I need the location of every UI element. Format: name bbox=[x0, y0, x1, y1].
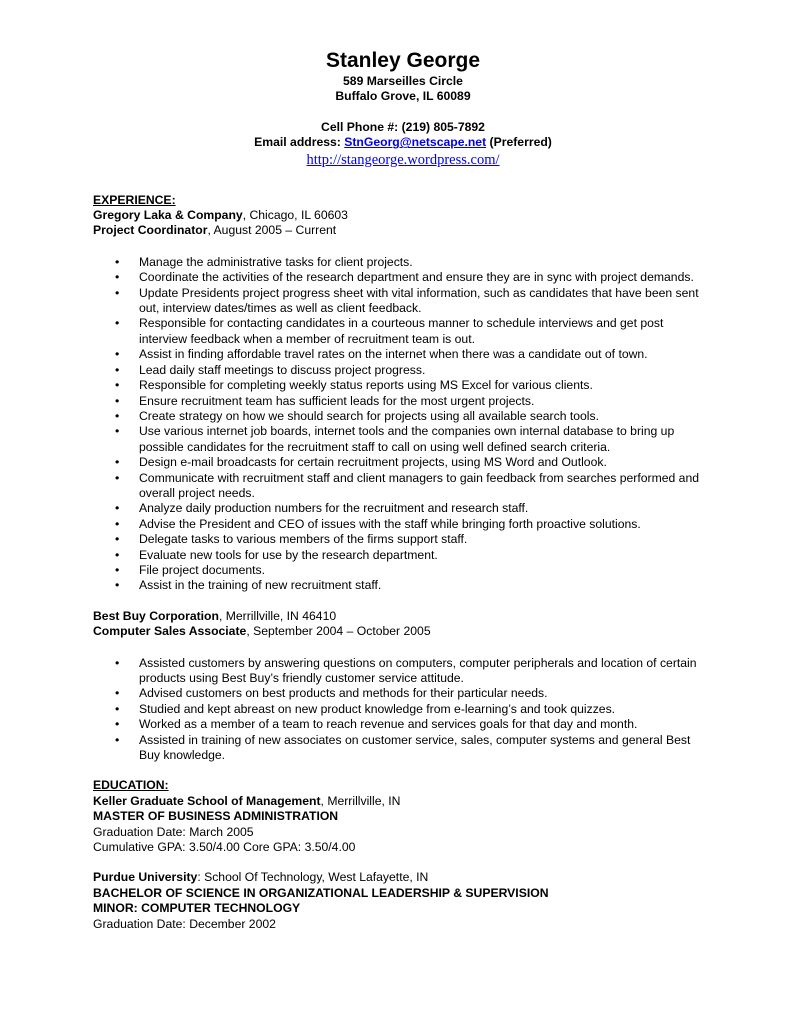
list-item: • Coordinate the activities of the research department and ensure they are in sync with project demands. bbox=[93, 270, 713, 285]
email-link[interactable]: StnGeorg@netscape.net bbox=[344, 135, 487, 150]
job-1-company-line bbox=[93, 208, 713, 223]
job-2-role-line bbox=[93, 624, 713, 639]
purdue-degree: BACHELOR OF SCIENCE IN ORGANIZATIONAL LEADERSHIP & SUPERVISION bbox=[93, 885, 549, 900]
job-1-role: Project Coordinator bbox=[93, 223, 208, 238]
job-1-role-line bbox=[93, 223, 713, 238]
list-item: • Advise the President and CEO of issues with the staff while bringing forth proactive solutions. bbox=[93, 517, 713, 532]
job-1-bullet-list bbox=[93, 255, 713, 594]
resume-page bbox=[93, 48, 713, 932]
job-2-role: Computer Sales Associate bbox=[93, 624, 247, 639]
keller-school: Keller Graduate School of Management bbox=[93, 793, 321, 808]
candidate-name: Stanley George bbox=[325, 49, 481, 72]
list-item: • Communicate with recruitment staff and client managers to gain feedback from searches performed and overall project needs. bbox=[93, 471, 713, 502]
address-line-2: Buffalo Grove, IL 60089 bbox=[335, 89, 471, 104]
keller-degree: MASTER OF BUSINESS ADMINISTRATION bbox=[93, 809, 339, 824]
list-item: • Advised customers on best products and methods for their particular needs. bbox=[93, 686, 713, 701]
keller-school-line bbox=[93, 794, 713, 809]
list-item: • Assist in the training of new recruitment staff. bbox=[93, 578, 713, 593]
list-item: • Create strategy on how we should search for projects using all available search tools. bbox=[93, 409, 713, 424]
email-line bbox=[93, 135, 713, 150]
education-heading: EDUCATION: bbox=[93, 778, 169, 793]
list-item: • Studied and kept abreast on new product knowledge from e-learning’s and took quizzes. bbox=[93, 702, 713, 717]
job-2-dates: , September 2004 – October 2005 bbox=[246, 624, 431, 639]
website-link[interactable]: http://stangeorge.wordpress.com/ bbox=[306, 151, 500, 168]
job-1-location: , Chicago, IL 60603 bbox=[242, 208, 348, 223]
cell-phone: Cell Phone #: (219) 805-7892 bbox=[321, 119, 485, 134]
email-suffix: (Preferred) bbox=[486, 135, 552, 150]
list-item: • Assisted in training of new associates on customer service, sales, computer systems and general Best Buy knowledge. bbox=[93, 733, 713, 764]
list-item: • Worked as a member of a team to reach revenue and services goals for that day and month. bbox=[93, 717, 713, 732]
job-1-company: Gregory Laka & Company bbox=[93, 208, 243, 223]
list-item: • Update Presidents project progress sheet with vital information, such as candidates that have been sent out, interview dates/times as well as client feedback. bbox=[93, 286, 713, 317]
list-item: • Responsible for completing weekly status reports using MS Excel for various clients. bbox=[93, 378, 713, 393]
keller-gpa: Cumulative GPA: 3.50/4.00 Core GPA: 3.50/4.00 bbox=[93, 840, 356, 855]
list-item: • Analyze daily production numbers for the recruitment and research staff. bbox=[93, 501, 713, 516]
list-item: • Use various internet job boards, internet tools and the companies own internal database to bring up possible candidates for the recruitment staff to call on using well defined search criteria. bbox=[93, 424, 713, 455]
job-1-dates: , August 2005 – Current bbox=[207, 223, 337, 238]
list-item: • Delegate tasks to various members of the firms support staff. bbox=[93, 532, 713, 547]
keller-graduation: Graduation Date: March 2005 bbox=[93, 824, 254, 839]
job-2-bullet-list bbox=[93, 656, 713, 764]
list-item: • Manage the administrative tasks for client projects. bbox=[93, 255, 713, 270]
list-item: • Assist in finding affordable travel rates on the internet when there was a candidate out of town. bbox=[93, 347, 713, 362]
list-item: • Design e-mail broadcasts for certain recruitment projects, using MS Word and Outlook. bbox=[93, 455, 713, 470]
list-item: • Responsible for contacting candidates in a courteous manner to schedule interviews and get post interview feedback when a member of recruitment team is out. bbox=[93, 316, 713, 347]
purdue-location: : School Of Technology, West Lafayette, IN bbox=[197, 870, 429, 885]
job-2-location: , Merrillville, IN 46410 bbox=[218, 608, 337, 623]
address-line-1: 589 Marseilles Circle bbox=[343, 74, 463, 88]
job-2-company-line bbox=[93, 609, 713, 624]
email-label: Email address: bbox=[254, 135, 345, 150]
list-item: • Evaluate new tools for use by the research department. bbox=[93, 548, 713, 563]
purdue-school-line bbox=[93, 870, 713, 885]
job-2-company: Best Buy Corporation bbox=[93, 608, 219, 623]
list-item: • Ensure recruitment team has sufficient leads for the most urgent projects. bbox=[93, 394, 713, 409]
purdue-school: Purdue University bbox=[93, 870, 198, 885]
list-item: • Assisted customers by answering questions on computers, computer peripherals and location of certain products using Best Buy’s friendly customer service attitude. bbox=[93, 656, 713, 687]
list-item: • Lead daily staff meetings to discuss project progress. bbox=[93, 363, 713, 378]
keller-location: , Merrillville, IN bbox=[320, 793, 401, 808]
list-item: • File project documents. bbox=[93, 563, 713, 578]
purdue-minor: MINOR: COMPUTER TECHNOLOGY bbox=[93, 901, 301, 916]
experience-heading: EXPERIENCE: bbox=[93, 192, 176, 207]
purdue-graduation: Graduation Date: December 2002 bbox=[93, 916, 276, 931]
